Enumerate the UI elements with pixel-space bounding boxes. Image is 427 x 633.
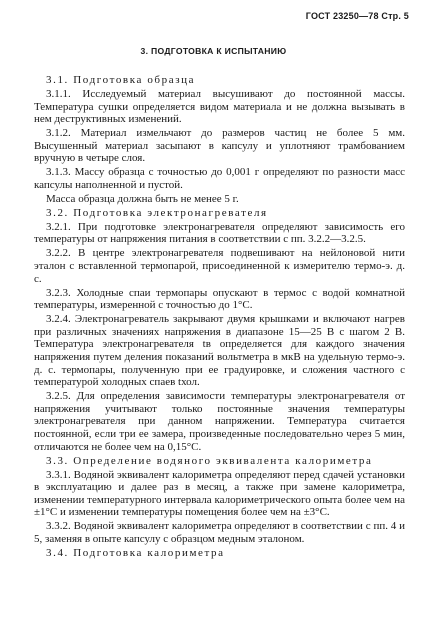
paragraph: 3.2.1. При подготовке электронагревателя определяют зависимость его температуры от напряжения питания в соответствии с пп. 3.2.2—3.2.5. [34,220,405,246]
section-title: 3. ПОДГОТОВКА К ИСПЫТАНИЮ [140,46,287,56]
document-body [34,74,405,561]
subsection-heading: 3.2. Подготовка электронагревателя [46,206,268,219]
paragraph: Масса образца должна быть не менее 5 г. [46,192,239,205]
paragraph: 3.1.3. Массу образца с точностью до 0,001 г определяют по разности масс капсулы наполненной и пустой. [34,166,405,191]
standard-number: ГОСТ 23250—78 [305,11,379,21]
page-header [306,11,409,21]
paragraph: 3.3.2. Водяной эквивалент калориметра определяют в соответствии с пп. 4 и 5, заменяя в опыте капсулу с образцом медным эталоном. [34,520,405,545]
paragraph: 3.2.3. Холодные спаи термопары опускают в термос с водой комнатной температуры, измеренной с точностью до 1°С. [34,286,405,312]
page-number: Стр. 5 [381,11,409,21]
subsection-heading: 3.1. Подготовка образца [46,74,196,86]
paragraph: 3.2.5. Для определения зависимости температуры электронагревателя от напряжения учитывают только постоянные значения температуры электронагревателя при данном напряжении. Температура считается постоянной, если три ее замера, произведенные последовательно через 5 мин, отличаются не более чем на 0,15°С. [34,390,405,453]
paragraph: 3.2.2. В центре электронагревателя подвешивают на нейлоновой нити эталон с вставленной термопарой, присоединенной к измерителю термо-э. д. с. [34,247,405,285]
paragraph: 3.1.1. Исследуемый материал высушивают до постоянной массы. Температура сушки определяется видом материала и не должна вызывать в нем деструктивных изменений. [34,87,405,126]
subsection-heading: 3.3. Определение водяного эквивалента калориметра [46,454,373,467]
paragraph: 3.1.2. Материал измельчают до размеров частиц не более 5 мм. Высушенный материал засыпают в капсулу и уплотняют трамбованием вручную в четыре слоя. [34,127,405,165]
paragraph: 3.2.4. Электронагреватель закрывают двумя крышками и включают нагрев при различных значениях напряжения в диапазоне 15—25 В с шагом 2 В. Температура электронагревателя tв определяется для каждого значения напряжения путем деления показаний вольтметра в мкВ на удельную термо-э. д. с. термопары, полученную при ее градуировке, и сложения частного с температурой холодных спаев tхол. [34,313,405,389]
paragraph: 3.3.1. Водяной эквивалент калориметра определяют перед сдачей установки в эксплуатацию и далее раз в месяц, а также при замене калориметра, изменении температурного интервала калориметрического опыта более чем на ±1°С и изменении температуры помещения более чем на ±3°С. [34,468,405,519]
subsection-heading: 3.4. Подготовка калориметра [46,546,225,559]
